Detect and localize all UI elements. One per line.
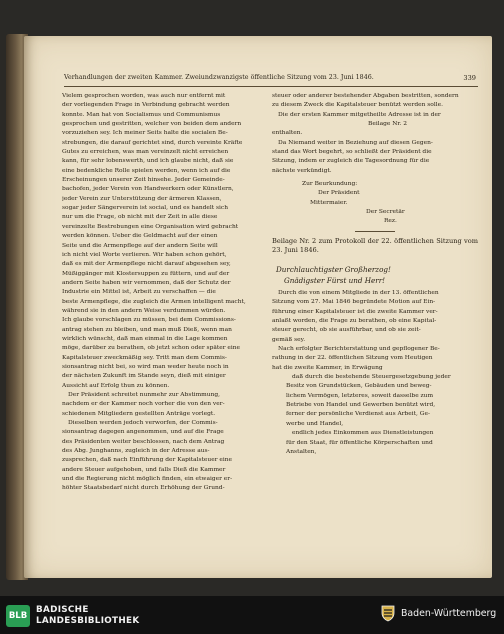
text-line: Die der ersten Kammer mitgetheilte Adresse ist in der (278, 111, 441, 118)
text-line: konnte. Man hat von Socialismus und Communismus (62, 111, 221, 118)
text-line: steuer oder anderer bestehender Abgaben bestritten, sondern (272, 93, 459, 99)
text-line: sogar jeder Sängerverein ist social, und es handelt sich (62, 205, 229, 212)
text-line: steuer gerecht, ob sie ausführbar, und ob sie zeit- (272, 327, 421, 334)
text-line: eine bedenkliche Rolle spielen werden, wenn ich auf die (62, 167, 231, 174)
text-line: sionsantrag nicht bei, so wird man weder heute noch in (62, 363, 229, 370)
text-line: gemäß sey. (272, 336, 306, 343)
text-line: zusprechen, daß nach Einführung der Kapitalsteuer eine (62, 457, 233, 464)
text-line: ich nicht viel Worte verlieren. Wir haben schon gehört, (62, 251, 227, 258)
text-line: Ich glaube vorschlagen zu müssen, bei dem Commissions- (62, 317, 236, 324)
text-line: Anstalten, (286, 448, 317, 455)
text-line: andere Steuer aufgehoben, und falls Dieß die Kammer (62, 466, 226, 473)
text-line: vereinzelte Bestrebungen eine Organisation wird gebracht (62, 223, 239, 230)
text-line: hat die zweite Kammer, in Erwägung (272, 364, 383, 371)
text-line: bachofen, jeder Verein von Handwerkern oder Künstlern, (62, 186, 234, 193)
library-name-line-1: BADISCHE (36, 605, 89, 615)
certification-label: Zur Beurkundung: (302, 181, 358, 188)
text-line: Betriebe von Handel und Gewerben benützt wird, (286, 402, 436, 409)
text-line: nächste verkündigt. (272, 167, 332, 174)
left-column (62, 92, 262, 494)
text-line: vorzuziehen sey. Ich meiner Seits halte die socialen Be- (62, 130, 228, 137)
library-name-line-2: LANDESBIBLIOTHEK (36, 616, 140, 626)
text-line: strebungen, die darauf gerichtet sind, durch vereinte Kräfte (62, 139, 243, 146)
blb-logo: BLB (6, 605, 30, 627)
text-line: möge, darüber zu berathen, ob jetzt schon oder später eine (62, 345, 241, 352)
text-line: Vielem gesprochen worden, was auch nur entfernt mit (62, 93, 226, 99)
text-line: Durch die von einem Mitgliede in der 13. öffentlichen (278, 290, 439, 296)
secretary-title: Der Secretär (366, 209, 405, 216)
text-line: Der Präsident schreitet nunmehr zur Abstimmung, (68, 392, 221, 398)
text-line: während sie in den andern Weise verdummen würden. (62, 307, 226, 314)
text-line: Sitzung, indem er zugleich die Tagesordnung für die (272, 158, 430, 165)
text-line: der vorliegenden Frage in Verbindung gebracht werden (62, 102, 230, 109)
annex-title: Beilage Nr. 2 zum Protokoll der 22. öffentlichen Sitzung vom 23. Juni 1846. (272, 236, 478, 255)
page-header (64, 74, 478, 86)
text-line: stand das Wort begehrt, so schließt der Präsident die (272, 149, 432, 156)
state-crest-icon (380, 604, 396, 622)
salutation-line-2: Gnädigster Fürst und Herr! (284, 276, 386, 285)
text-line: daß es mit der Armenpflege nicht darauf abgesehen sey, (62, 261, 231, 268)
right-column (272, 92, 478, 457)
text-line: Gutes zu erreichen, was man vereinzelt nicht erreichen (62, 149, 229, 156)
text-line: wirklich wünscht, daß man einmal in die Lage kommen (62, 335, 228, 342)
header-rule (64, 86, 478, 87)
text-line: Nach erfolgter Berichterstattung und gepflogener Be- (278, 346, 440, 353)
section-divider (355, 231, 395, 232)
president-name: Mittermaier. (310, 199, 348, 206)
text-line: werbe und Handel, (286, 420, 344, 427)
text-line: enthalten. (272, 130, 303, 137)
text-line: des Präsidenten weiter beschlossen, nach dem Antrag (62, 438, 225, 445)
text-line: ferner der persönliche Verdienst aus Arbeit, Ge- (286, 411, 430, 418)
page-number: 339 (463, 74, 476, 82)
text-line: für den Staat, für öffentliche Körperschaften und (286, 439, 433, 446)
text-line: führung einer Kapitalsteuer ist die zweite Kammer ver- (272, 308, 438, 315)
text-line: Dieselben werden jedoch verworfen, der Commis- (68, 420, 218, 427)
text-line: der nächsten Zukunft im Stande seyn, dieß mit einiger (62, 373, 226, 380)
text-line: kann, für sehr lobenswerth, und ich glaube nicht, daß sie (62, 158, 234, 165)
text-line: Seite und die Armenpflege auf der andern Seite will (62, 242, 218, 249)
president-title: Der Präsident (318, 190, 360, 197)
text-line: und die Regierung nicht möglich finden, ein etwaiger er- (62, 476, 233, 483)
state-name: Baden-Württemberg (401, 608, 497, 619)
text-line: schiedenen Mitgliedern gestellten Anträge vorlegt. (62, 410, 216, 417)
text-line: Aussicht auf Erfolg thun zu können. (62, 382, 170, 389)
text-line: des Abg. Junghanns, zugleich in der Adresse aus- (62, 448, 210, 455)
text-line: Kapitalsteuer zweckmäßig sey. Tritt man dem Commis- (62, 354, 227, 361)
text-line: Sitzung vom 27. Mai 1846 begründete Motion auf Ein- (272, 299, 436, 306)
text-line: Beilage Nr. 2 (368, 121, 408, 128)
secretary-name: Rez. (384, 218, 397, 225)
text-line: sionsantrag dagegen angenommen, und auf die Frage (62, 429, 224, 436)
text-line: höhter Staatsbedarf nicht durch Erhöhung der Grund- (62, 485, 225, 492)
text-line: Besitz von Grundstücken, Gebäuden und beweg- (286, 383, 432, 390)
text-line: Erscheinungen unserer Zeit hinsehe. Jeder Gemeinde- (62, 177, 225, 184)
text-line: antrag stehen zu bleiben, und man muß Dieß, wenn man (62, 326, 232, 333)
text-line: nur um die Frage, ob nicht mit der Zeit in alle diese (62, 214, 218, 221)
text-line: lichem Vermögen, letzteres, soweit dasselbe zum (286, 392, 434, 399)
text-line: daß durch die bestehende Steuergesetzgebung jeder (292, 374, 451, 381)
running-head: Verhandlungen der zweiten Kammer. Zweiundzwanzigste öffentliche Sitzung vom 23. Juni 1846. (64, 74, 374, 81)
text-line: jeder Verein zur Unterstützung der ärmeren Klassen, (62, 195, 222, 202)
text-line: gesprochen und gestritten, welcher von beiden dem andern (62, 121, 242, 128)
text-line: endlich jedes Einkommen aus Dienstleistungen (292, 430, 434, 437)
salutation-line-1: Durchlauchtigster Großherzog! (276, 265, 391, 274)
text-line: Industrie ein Mittel ist, Arbeit zu verschaffen — die (62, 289, 216, 296)
text-line: Müßiggänger mit Klostersuppen zu füttern, und auf der (62, 270, 230, 277)
text-line: werden können. Ueber die Geldmacht auf der einen (62, 233, 218, 240)
text-line: zu diesem Zweck die Kapitalsteuer benützt werden solle. (272, 102, 443, 109)
text-line: Da Niemand weiter in Beziehung auf diesen Gegen- (278, 139, 433, 146)
text-line: andern Seite haben wir vernommen, daß der Schutz der (62, 279, 231, 286)
text-line: nachdem er der Kammer noch vorher die von den ver- (62, 401, 225, 408)
text-line: rathung in der 22. öffentlichen Sitzung vom Heutigen (272, 355, 433, 362)
library-name (36, 605, 139, 627)
text-line: beste Armenpflege, die zugleich die Armen intelligent macht, (62, 298, 246, 305)
text-line: anlaßt worden, die Frage zu berathen, ob eine Kapital- (272, 318, 437, 325)
